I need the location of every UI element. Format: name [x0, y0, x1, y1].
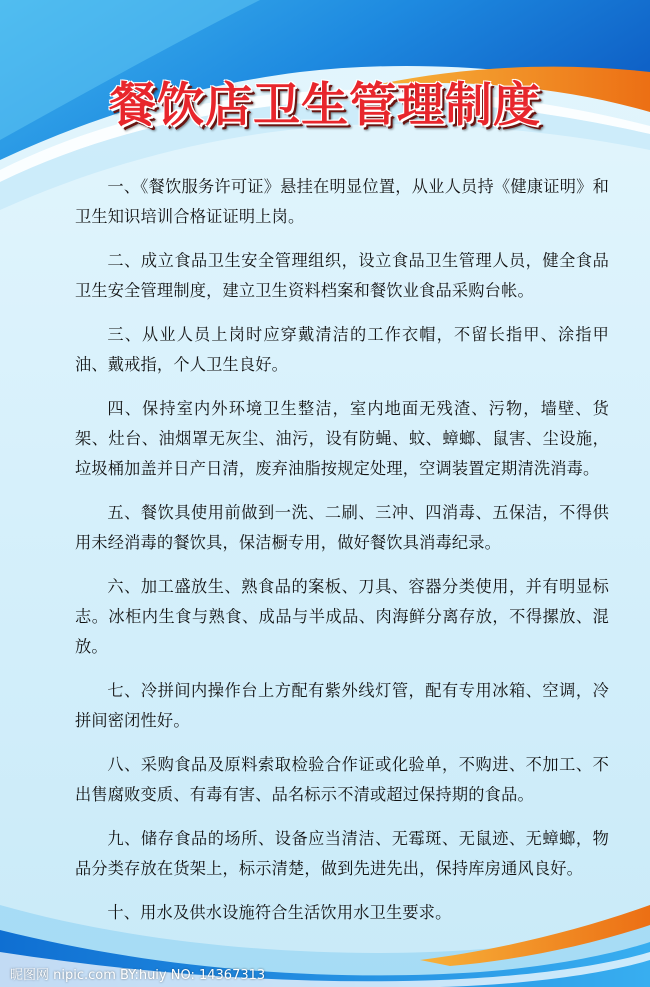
regulation-item-7: 七、冷拼间内操作台上方配有紫外线灯管，配有专用冰箱、空调，冷拼间密闭性好。	[75, 681, 609, 730]
regulation-item-9: 九、储存食品的场所、设备应当清洁、无霉斑、无鼠迹、无蟑螂，物品分类存放在货架上，标示清楚，做到先进先出，保持库房通风良好。	[75, 829, 609, 878]
watermark: 昵图网 nipic.com BY:huiy NO: 14367313	[10, 968, 266, 983]
regulation-item-6: 六、加工盛放生、熟食品的案板、刀具、容器分类使用，并有明显标志。冰柜内生食与熟食、成品与半成品、肉海鲜分离存放，不得摞放、混放。	[75, 577, 609, 656]
regulation-item-8: 八、采购食品及原料索取检验合作证或化验单，不购进、不加工、不出售腐败变质、有毒有害、品名标示不清或超过保持期的食品。	[75, 755, 609, 804]
regulation-item-10: 十、用水及供水设施符合生活饮用水卫生要求。	[107, 903, 452, 922]
regulation-item-2: 二、成立食品卫生安全管理组织，设立食品卫生管理人员，健全食品卫生安全管理制度，建立卫生资料档案和餐饮业食品采购台帐。	[75, 251, 609, 300]
page-title: 餐饮店卫生管理制度	[109, 78, 541, 133]
regulations-body	[75, 172, 609, 942]
regulation-item-3: 三、从业人员上岗时应穿戴清洁的工作衣帽，不留长指甲、涂指甲油、戴戒指，个人卫生良好。	[75, 325, 609, 374]
regulation-item-4: 四、保持室内外环境卫生整洁，室内地面无残渣、污物，墙壁、货架、灶台、油烟罩无灰尘、油污，设有防蝇、蚊、蟑螂、鼠害、尘设施，垃圾桶加盖并日产日清，废弃油脂按规定处理，空调装置定期清洗消毒。	[75, 399, 609, 478]
regulation-item-5: 五、餐饮具使用前做到一洗、二刷、三冲、四消毒、五保洁，不得供用未经消毒的餐饮具，保洁橱专用，做好餐饮具消毒纪录。	[75, 503, 609, 552]
regulation-item-1: 一、《餐饮服务许可证》悬挂在明显位置，从业人员持《健康证明》和卫生知识培训合格证证明上岗。	[75, 177, 609, 226]
